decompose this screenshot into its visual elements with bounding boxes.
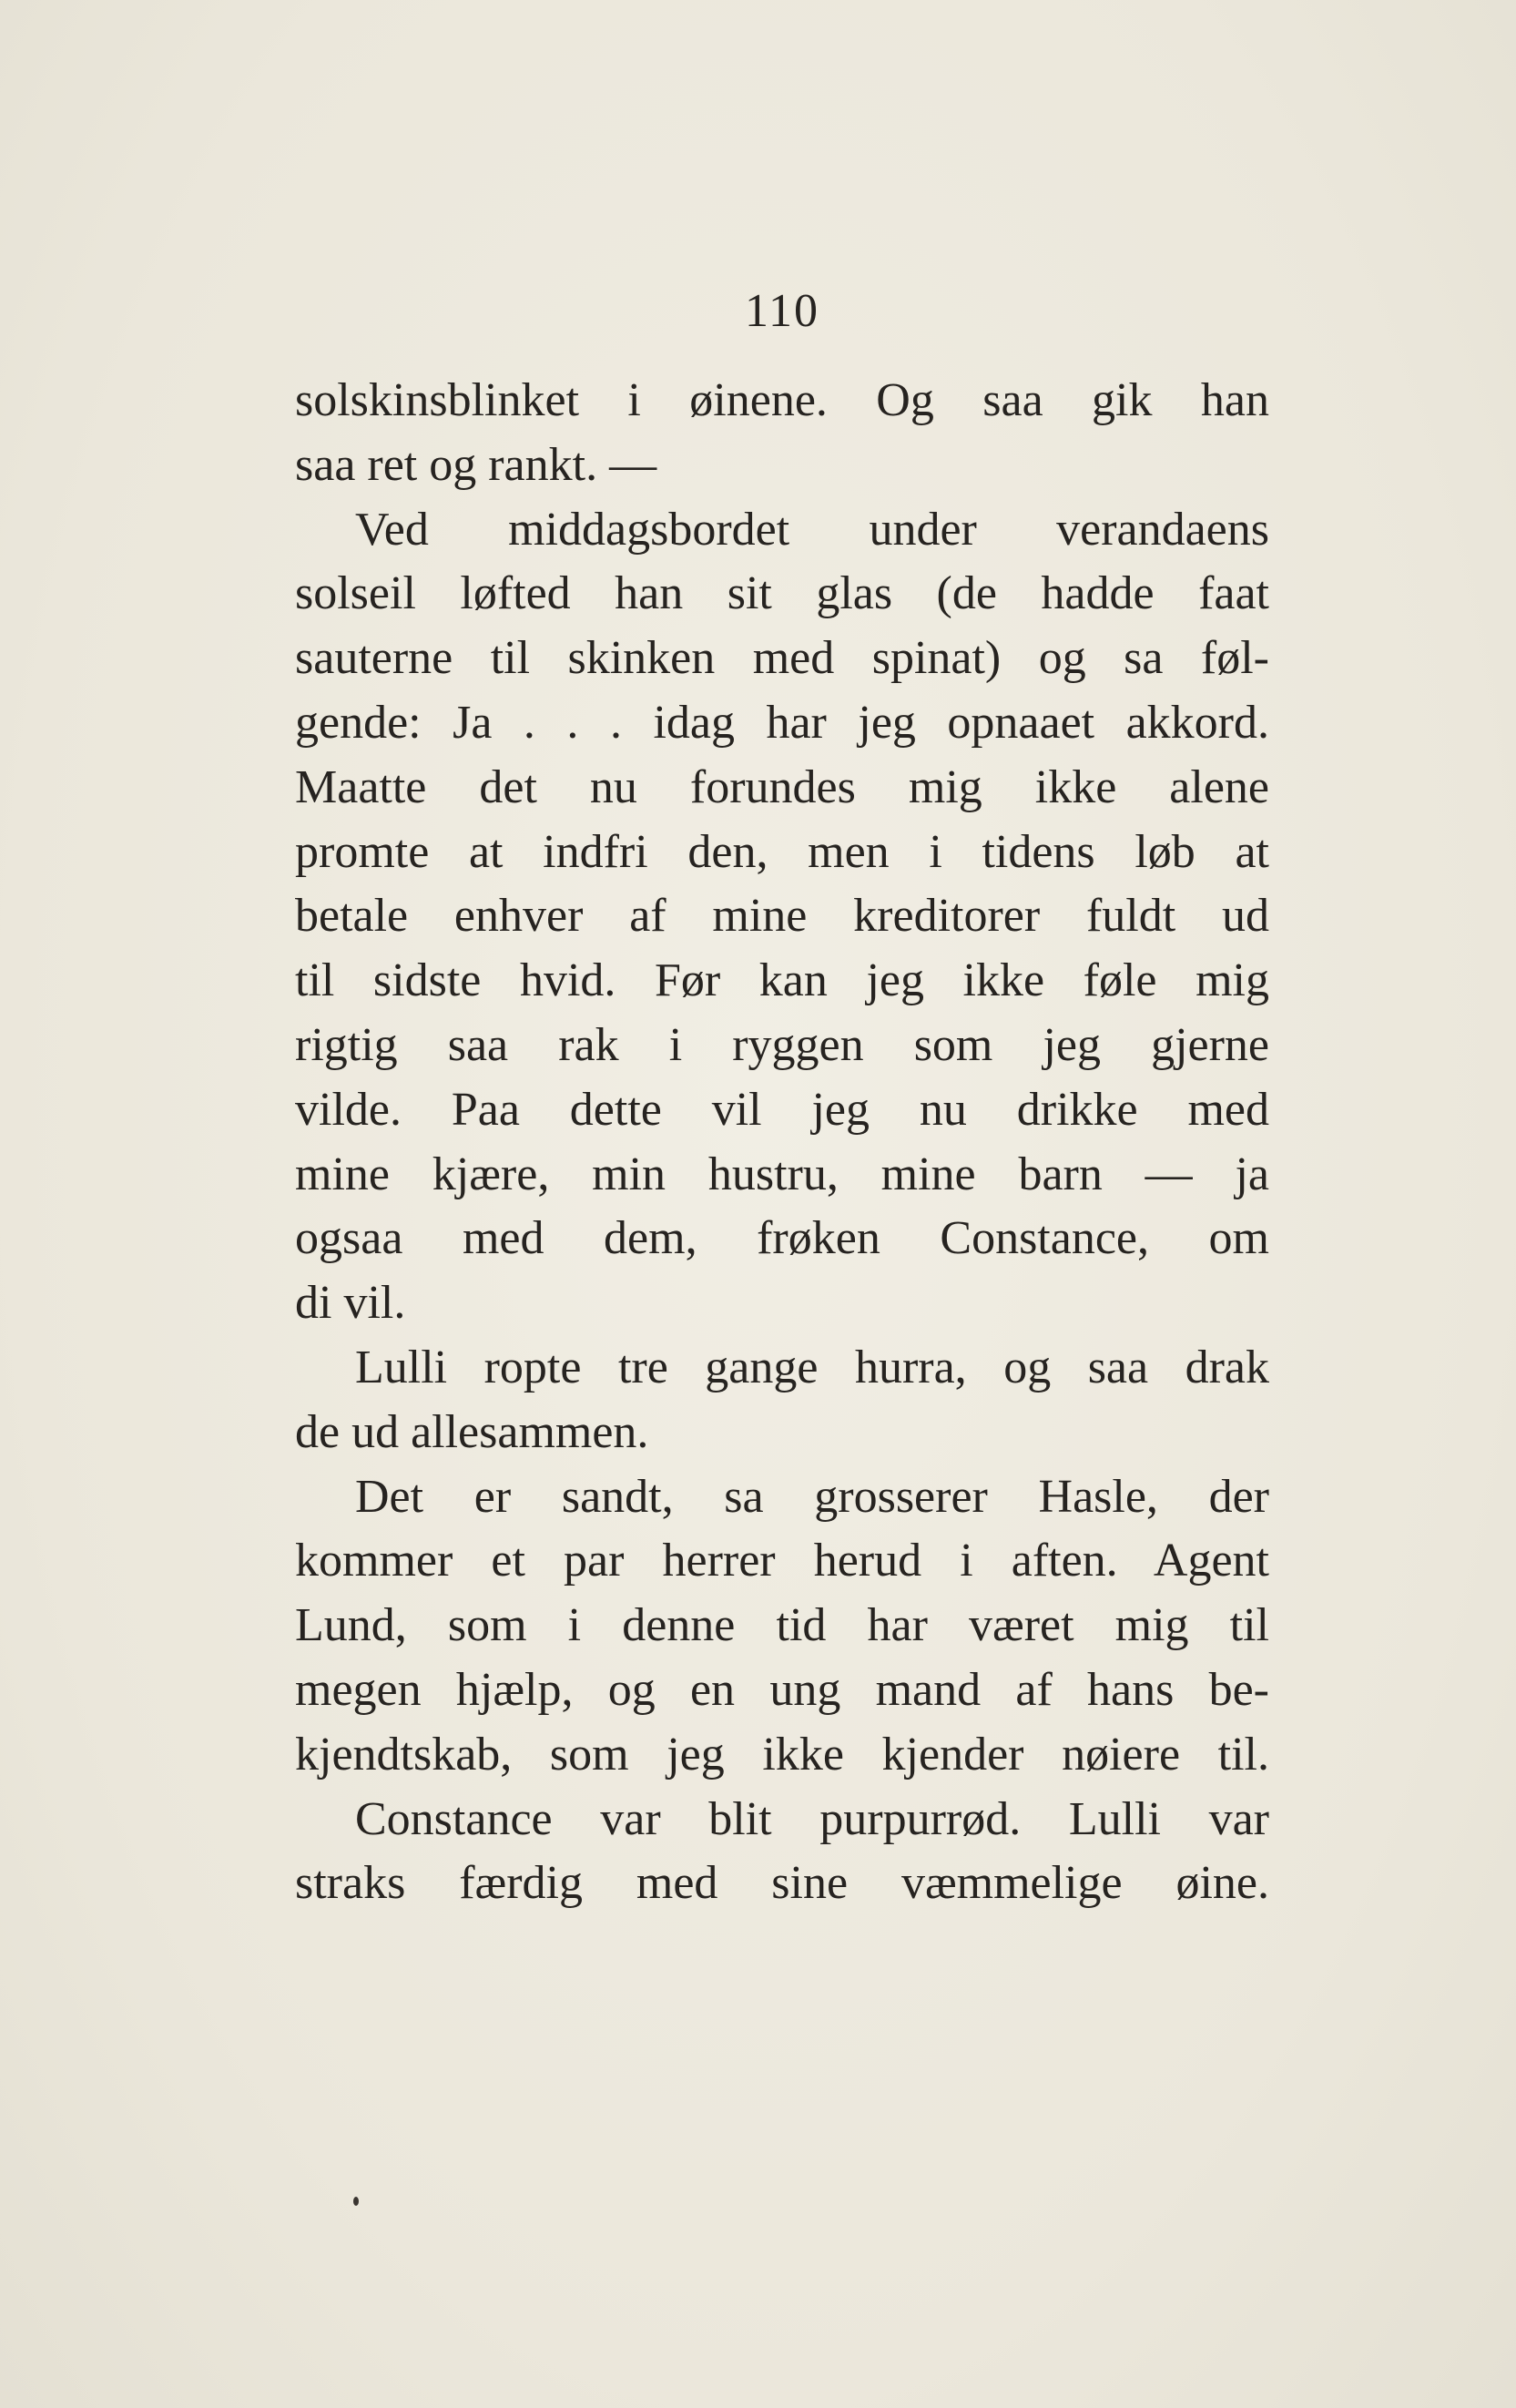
page-number: 110 bbox=[744, 285, 820, 337]
text-line: betale enhver af mine kreditorer fuldt ud bbox=[295, 890, 1269, 943]
text-line: Det er sandt, sa grosserer Hasle, der bbox=[355, 1470, 1269, 1523]
text-line: mine kjære, min hustru, mine barn — ja bbox=[295, 1148, 1269, 1200]
text-line: sauterne til skinken med spinat) og sa føl- bbox=[295, 632, 1269, 685]
text-line: Lulli ropte tre gange hurra, og saa drak bbox=[355, 1341, 1269, 1393]
body-text bbox=[295, 369, 1269, 1916]
text-line: straks færdig med sine væmmelige øine. bbox=[295, 1857, 1269, 1910]
text-line: solseil løfted han sit glas (de hadde faat bbox=[295, 567, 1269, 620]
text-line: di vil. bbox=[295, 1277, 406, 1330]
text-line: Constance var blit purpurrød. Lulli var bbox=[355, 1792, 1269, 1845]
text-line: saa ret og rankt. — bbox=[295, 438, 657, 491]
text-line: Ved middagsbordet under verandaens bbox=[355, 503, 1269, 556]
text-line: de ud allesammen. bbox=[295, 1405, 649, 1458]
text-line: til sidste hvid. Før kan jeg ikke føle mig bbox=[295, 954, 1269, 1007]
text-line: megen hjælp, og en ung mand af hans be- bbox=[295, 1663, 1269, 1716]
text-line: gende: Ja . . . idag har jeg opnaaet akkord. bbox=[295, 696, 1269, 749]
ink-speck bbox=[353, 2197, 359, 2206]
text-line: kommer et par herrer herud i aften. Agent bbox=[295, 1535, 1269, 1587]
text-line: rigtig saa rak i ryggen som jeg gjerne bbox=[295, 1018, 1269, 1071]
text-line: vilde. Paa dette vil jeg nu drikke med bbox=[295, 1083, 1269, 1136]
text-line: promte at indfri den, men i tidens løb at bbox=[295, 825, 1269, 878]
text-line: Maatte det nu forundes mig ikke alene bbox=[295, 760, 1269, 813]
text-line: Lund, som i denne tid har været mig til bbox=[295, 1599, 1269, 1652]
text-line: ogsaa med dem, frøken Constance, om bbox=[295, 1212, 1269, 1265]
text-line: solskinsblinket i øinene. Og saa gik han bbox=[295, 374, 1269, 426]
text-line: kjendtskab, som jeg ikke kjender nøiere til. bbox=[295, 1728, 1269, 1780]
